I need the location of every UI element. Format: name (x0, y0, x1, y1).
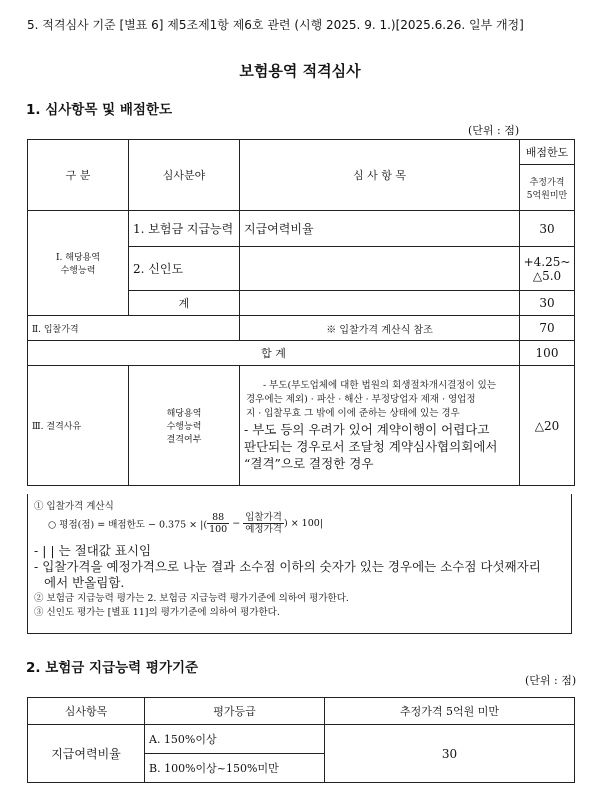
formula-minus: − (232, 518, 241, 529)
section1-unit: (단위 : 점) (468, 124, 520, 137)
category-capability-line1: Ⅰ. 해당용역 (55, 253, 101, 263)
head-score-limit: 배점한도 (520, 140, 575, 165)
note-rounding-line2: 에서 반올림함. (44, 575, 125, 590)
t2-head-grade: 평가등급 (145, 698, 325, 725)
category-capability (28, 211, 129, 316)
field-credibility: 2. 신인도 (129, 247, 240, 291)
head-score-sub-line1: 추정가격 (529, 177, 565, 188)
field-disqualification (129, 366, 240, 486)
formula-price-denominator: 예정가격 (245, 524, 282, 535)
reason-default-risk-line1: - 부도 등의 우려가 있어 계약이행이 어렵다고 (244, 422, 490, 437)
payment-capacity-table (27, 697, 575, 783)
reason-default-risk-line3: “결격”으로 결정한 경우 (244, 456, 374, 471)
head-item: 심 사 항 목 (240, 140, 520, 211)
item-bid-price: ※ 입찰가격 계산식 참조 (240, 316, 520, 341)
section2-unit: (단위 : 점) (525, 674, 577, 687)
formula-ratio-denominator: 100 (209, 524, 228, 535)
formula-fraction-ratio (207, 512, 229, 535)
formula-prefix: ○ 평점(점) = 배점한도 − 0.375 × |( (48, 519, 208, 531)
section1-title: 1. 심사항목 및 배점한도 (26, 102, 172, 118)
section2-title: 2. 보험금 지급능력 평가기준 (26, 660, 199, 676)
score-payment-capacity: 30 (520, 211, 575, 247)
t2-score: 30 (325, 725, 575, 783)
reason-default-risk-line2: 판단되는 경우로서 조달청 계약심사협의회에서 (244, 439, 498, 454)
score-credibility (520, 247, 575, 291)
evaluation-items-table (27, 139, 575, 486)
category-bid-price: Ⅱ. 입찰가격 (28, 316, 240, 341)
calculation-notes (27, 494, 572, 634)
note-rounding-line1: - 입찰가격을 예정가격으로 나눈 결과 소수점 이하의 숫자가 있는 경우에는 소수점 다섯째자리 (34, 559, 541, 574)
reason-bankruptcy-line2: 경우에는 제외) · 파산 · 해산 · 부정당업자 제재 · 영업정 (246, 394, 476, 405)
score-credibility-minus: △5.0 (532, 268, 562, 283)
note-bid-formula-title: ① 입찰가격 계산식 (34, 501, 114, 512)
formula-ratio-numerator: 88 (207, 512, 229, 524)
subtotal-score: 30 (520, 291, 575, 316)
note-credibility: ③ 신인도 평가는 [별표 11]의 평가기준에 의하여 평가한다. (34, 607, 280, 618)
field-disqualification-line3: 결격여부 (166, 435, 202, 445)
score-credibility-plus: +4.25~ (523, 254, 571, 269)
head-score-sub (520, 165, 575, 211)
reason-bankruptcy-line1: - 부도(부도업체에 대한 법원의 회생절차개시결정이 있는 (262, 380, 497, 391)
note-payment-capacity: ② 보험금 지급능력 평가는 2. 보험금 지급능력 평가기준에 의하여 평가한다. (34, 593, 349, 604)
t2-item-solvency-ratio: 지급여력비율 (28, 725, 145, 783)
formula-fraction-price (243, 512, 284, 535)
head-score-sub-line2: 5억원미만 (526, 190, 568, 201)
total-score: 100 (520, 341, 575, 366)
formula-price-numerator: 입찰가격 (245, 512, 282, 523)
field-disqualification-line1: 해당용역 (166, 409, 202, 419)
t2-grade-b: B. 100%이상~150%미만 (145, 754, 325, 783)
t2-head-item: 심사항목 (28, 698, 145, 725)
t2-grade-a: A. 150%이상 (145, 725, 325, 754)
document-title: 보험용역 적격심사 (239, 62, 361, 80)
field-payment-capacity: 1. 보험금 지급능력 (129, 211, 240, 247)
item-disqualification-reasons (240, 366, 520, 486)
t2-head-score: 추정가격 5억원 미만 (325, 698, 575, 725)
field-disqualification-line2: 수행능력 (166, 422, 202, 432)
subtotal-label: 계 (129, 291, 240, 316)
head-field: 심사분야 (129, 140, 240, 211)
subtotal-item (240, 291, 520, 316)
score-bid-price: 70 (520, 316, 575, 341)
total-label: 합 계 (28, 341, 520, 366)
note-absolute-value: - | | 는 절대값 표시임 (34, 543, 152, 558)
document-header: 5. 적격심사 기준 [별표 6] 제5조제1항 제6호 관련 (시행 2025. 9. 1.)[2025.6.26. 일부 개정] (27, 18, 524, 32)
item-credibility (240, 247, 520, 291)
reason-bankruptcy-line3: 지 · 입찰무효 그 밖에 이에 준하는 상태에 있는 경우 (246, 408, 460, 419)
head-category: 구 분 (28, 140, 129, 211)
note-bid-formula (48, 512, 323, 535)
item-solvency-ratio: 지급여력비율 (240, 211, 520, 247)
category-capability-line2: 수행능력 (60, 266, 96, 276)
formula-suffix: ) × 100| (283, 518, 324, 529)
score-disqualification: △20 (520, 366, 575, 486)
category-disqualification: Ⅲ. 결격사유 (28, 366, 129, 486)
